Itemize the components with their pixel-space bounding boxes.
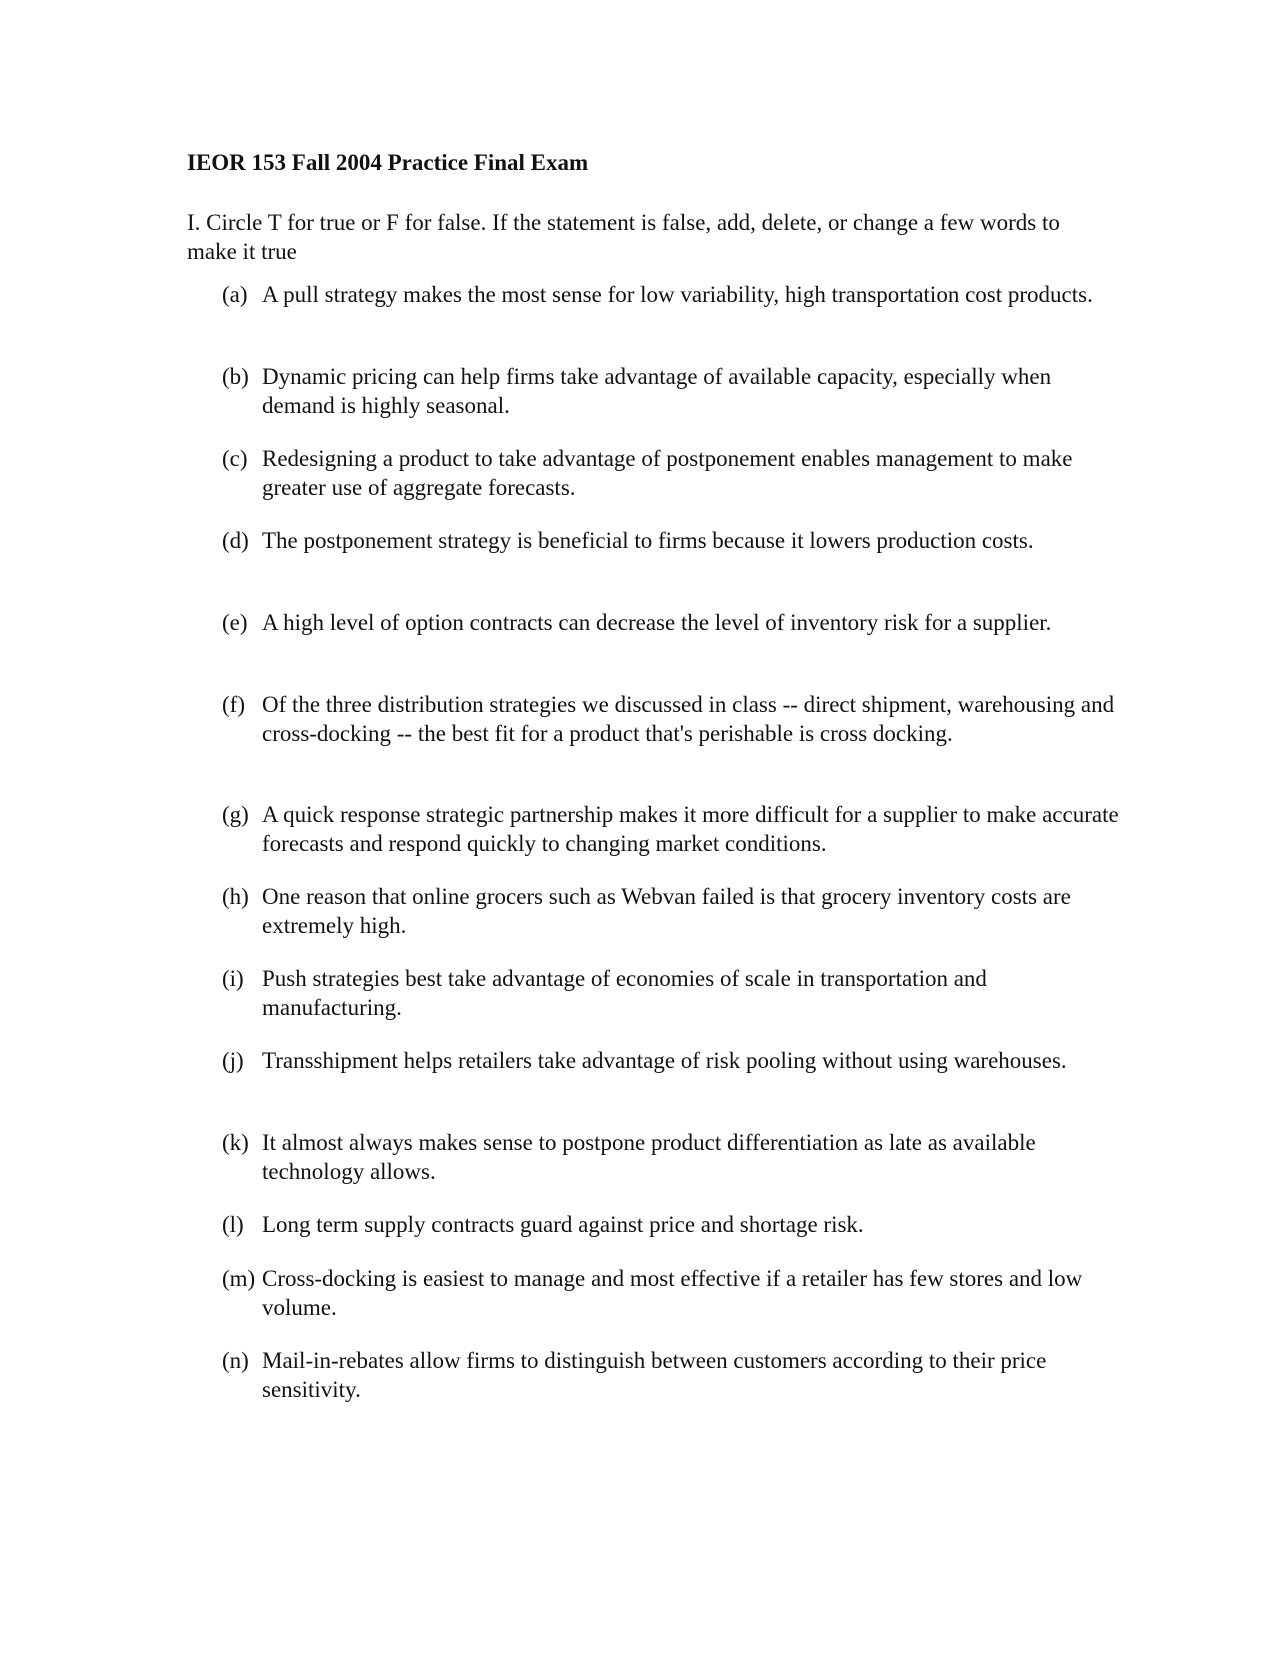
- question-letter: (c): [222, 446, 248, 471]
- question-item: [222, 362, 1122, 420]
- question-item: [222, 526, 1122, 555]
- question-item: [222, 964, 1122, 1022]
- question-letter: (h): [222, 884, 249, 909]
- question-letter: (a): [222, 282, 248, 307]
- question-letter: (n): [222, 1348, 249, 1373]
- question-text: Cross-docking is easiest to manage and most effective if a retailer has few stores and low volume.: [262, 1266, 1083, 1320]
- question-item: [222, 690, 1122, 748]
- question-text: A pull strategy makes the most sense for low variability, high transportation cost products.: [262, 282, 1093, 307]
- question-text: Transshipment helps retailers take advantage of risk pooling without using warehouses.: [262, 1048, 1067, 1073]
- question-text: Dynamic pricing can help firms take advantage of available capacity, especially when demand is highly seasonal.: [262, 364, 1052, 418]
- question-letter: (j): [222, 1048, 244, 1073]
- question-letter: (m): [222, 1266, 256, 1291]
- question-letter: (i): [222, 966, 244, 991]
- question-item: [222, 1210, 1122, 1239]
- section-instructions: I. Circle T for true or F for false. If the statement is false, add, delete, or change a few words to make it true: [187, 210, 1060, 264]
- question-letter: (f): [222, 692, 245, 717]
- question-item: [222, 1346, 1122, 1404]
- question-letter: (l): [222, 1212, 244, 1237]
- question-letter: (b): [222, 364, 249, 389]
- question-letter: (k): [222, 1130, 249, 1155]
- question-item: [222, 280, 1122, 309]
- question-text: Redesigning a product to take advantage of postponement enables management to make greater use of aggregate forecasts.: [262, 446, 1073, 500]
- question-item: [222, 882, 1122, 940]
- question-text: One reason that online grocers such as Webvan failed is that grocery inventory costs are extremely high.: [262, 884, 1071, 938]
- question-item: [222, 1264, 1122, 1322]
- question-text: A high level of option contracts can decrease the level of inventory risk for a supplier.: [262, 610, 1052, 635]
- question-letter: (e): [222, 610, 248, 635]
- question-letter: (d): [222, 528, 249, 553]
- question-item: [222, 800, 1122, 858]
- question-item: [222, 444, 1122, 502]
- question-text: It almost always makes sense to postpone product differentiation as late as available technology allows.: [262, 1130, 1036, 1184]
- page-title: IEOR 153 Fall 2004 Practice Final Exam: [187, 150, 589, 175]
- question-item: [222, 1046, 1122, 1075]
- question-text: Mail-in-rebates allow firms to distinguish between customers according to their price sensitivity.: [262, 1348, 1047, 1402]
- question-text: Push strategies best take advantage of economies of scale in transportation and manufacturing.: [262, 966, 987, 1020]
- question-text: A quick response strategic partnership makes it more difficult for a supplier to make accurate forecasts and respond quickly to changing market conditions.: [262, 802, 1119, 856]
- question-item: [222, 1128, 1122, 1186]
- question-item: [222, 608, 1122, 637]
- question-text: Long term supply contracts guard against price and shortage risk.: [262, 1212, 864, 1237]
- question-text: The postponement strategy is beneficial to firms because it lowers production costs.: [262, 528, 1034, 553]
- question-text: Of the three distribution strategies we discussed in class -- direct shipment, warehousing and cross-docking -- the best fit for a product that's perishable is cross docking.: [262, 692, 1115, 746]
- question-letter: (g): [222, 802, 249, 827]
